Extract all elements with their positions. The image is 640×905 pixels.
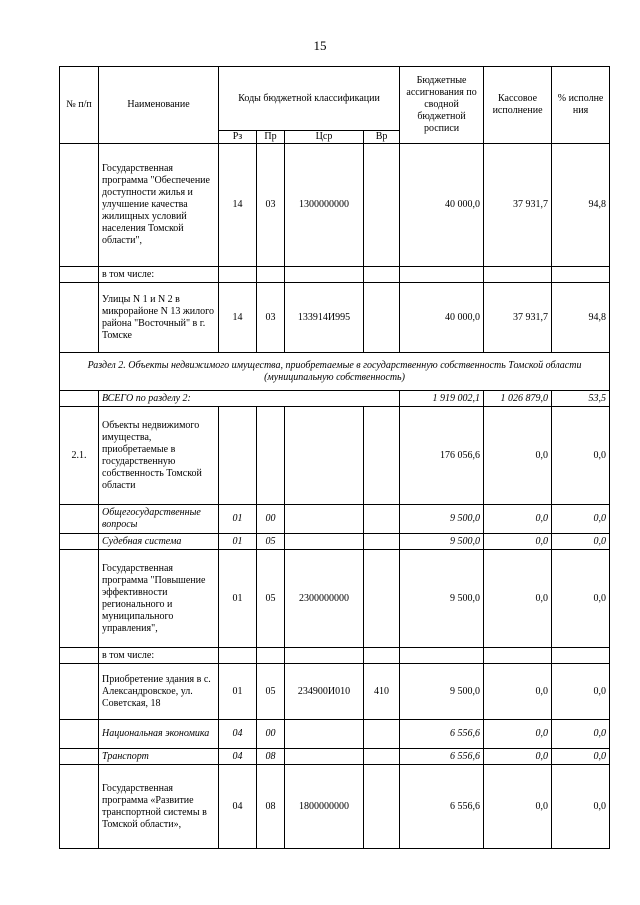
section-row: [60, 353, 610, 391]
table-row: [60, 664, 610, 720]
cell-percent: 94,8: [552, 283, 610, 353]
cell-name: Транспорт: [99, 749, 219, 765]
cell-num: [60, 720, 99, 749]
cell-vr: [364, 648, 400, 664]
cell-execution: 1 026 879,0: [484, 391, 552, 407]
table-row: [60, 144, 610, 267]
cell-execution: 0,0: [484, 505, 552, 534]
cell-percent: 0,0: [552, 720, 610, 749]
cell-num: [60, 267, 99, 283]
cell-rz: 14: [219, 144, 257, 267]
cell-percent: 0,0: [552, 407, 610, 505]
cell-name: Государственная программа "Повышение эффективности регионального и муниципального управления",: [99, 550, 219, 648]
cell-pr: 08: [257, 749, 285, 765]
cell-percent: [552, 648, 610, 664]
cell-pr: 05: [257, 664, 285, 720]
cell-execution: 0,0: [484, 664, 552, 720]
cell-num: [60, 749, 99, 765]
cell-vr: [364, 720, 400, 749]
cell-vr: [364, 505, 400, 534]
cell-allocation: 9 500,0: [400, 664, 484, 720]
cell-allocation: [400, 267, 484, 283]
header-pr: Пр: [257, 131, 285, 144]
cell-num: [60, 765, 99, 849]
cell-vr: [364, 749, 400, 765]
section-title: Раздел 2. Объекты недвижимого имущества, приобретаемые в государственную собственность Томской области (муниципальную собственность): [60, 353, 610, 391]
cell-name: Объекты недвижимого имущества, приобретаемые в государственную собственность Томской области: [99, 407, 219, 505]
cell-allocation: 40 000,0: [400, 283, 484, 353]
cell-rz: 14: [219, 283, 257, 353]
cell-execution: [484, 648, 552, 664]
header-name: Наименование: [99, 67, 219, 144]
cell-vr: [364, 550, 400, 648]
cell-name: Общегосударственные вопросы: [99, 505, 219, 534]
cell-allocation: 9 500,0: [400, 534, 484, 550]
cell-execution: 0,0: [484, 407, 552, 505]
cell-csr: 133914И995: [285, 283, 364, 353]
cell-num: [60, 648, 99, 664]
cell-csr: [285, 720, 364, 749]
cell-percent: 94,8: [552, 144, 610, 267]
cell-num: [60, 144, 99, 267]
cell-num: [60, 534, 99, 550]
header-row: [60, 67, 610, 131]
cell-pr: 00: [257, 505, 285, 534]
header-allocations: Бюджетные ассигнования по сводной бюджетной росписи: [400, 67, 484, 144]
cell-vr: [364, 267, 400, 283]
cell-execution: 0,0: [484, 749, 552, 765]
table-row: [60, 720, 610, 749]
header-execution: Кассовое исполнение: [484, 67, 552, 144]
table-row: [60, 283, 610, 353]
cell-name: Судебная система: [99, 534, 219, 550]
header-csr: Цср: [285, 131, 364, 144]
cell-vr: [364, 534, 400, 550]
cell-name: Государственная программа «Развитие транспортной системы в Томской области»,: [99, 765, 219, 849]
cell-allocation: [400, 648, 484, 664]
cell-allocation: 9 500,0: [400, 505, 484, 534]
table-row: [60, 505, 610, 534]
cell-name: Государственная программа "Обеспечение доступности жилья и улучшение качества жилищных условий населения Томской области",: [99, 144, 219, 267]
cell-execution: 37 931,7: [484, 283, 552, 353]
cell-csr: [285, 648, 364, 664]
header-num: № п/п: [60, 67, 99, 144]
cell-name: Национальная экономика: [99, 720, 219, 749]
cell-rz: [219, 648, 257, 664]
header-percent: % исполне ния: [552, 67, 610, 144]
cell-vr: [364, 283, 400, 353]
cell-pr: 05: [257, 534, 285, 550]
cell-csr: [285, 407, 364, 505]
cell-execution: [484, 267, 552, 283]
cell-vr: [364, 144, 400, 267]
total-row: [60, 391, 610, 407]
cell-rz: 01: [219, 505, 257, 534]
cell-percent: 0,0: [552, 505, 610, 534]
table-row: [60, 765, 610, 849]
cell-rz: 04: [219, 765, 257, 849]
cell-allocation: 9 500,0: [400, 550, 484, 648]
cell-num: 2.1.: [60, 407, 99, 505]
cell-allocation: 6 556,6: [400, 749, 484, 765]
cell-percent: 0,0: [552, 765, 610, 849]
cell-allocation: 6 556,6: [400, 765, 484, 849]
table-row: [60, 550, 610, 648]
cell-percent: 0,0: [552, 664, 610, 720]
cell-csr: [285, 267, 364, 283]
cell-percent: 0,0: [552, 749, 610, 765]
cell-csr: [285, 749, 364, 765]
cell-percent: 53,5: [552, 391, 610, 407]
cell-percent: 0,0: [552, 534, 610, 550]
cell-execution: 0,0: [484, 534, 552, 550]
cell-vr: [364, 407, 400, 505]
cell-rz: [219, 407, 257, 505]
cell-allocation: 176 056,6: [400, 407, 484, 505]
cell-pr: [257, 407, 285, 505]
cell-percent: 0,0: [552, 550, 610, 648]
cell-pr: [257, 267, 285, 283]
cell-num: [60, 283, 99, 353]
cell-csr: [285, 534, 364, 550]
cell-vr: 410: [364, 664, 400, 720]
cell-rz: 01: [219, 534, 257, 550]
total-label: ВСЕГО по разделу 2:: [99, 391, 400, 407]
cell-csr: [285, 505, 364, 534]
cell-allocation: 6 556,6: [400, 720, 484, 749]
cell-execution: 0,0: [484, 720, 552, 749]
cell-rz: 01: [219, 664, 257, 720]
page-number: 15: [313, 38, 327, 53]
cell-rz: [219, 267, 257, 283]
header-vr: Вр: [364, 131, 400, 144]
cell-execution: 0,0: [484, 550, 552, 648]
cell-name: в том числе:: [99, 267, 219, 283]
cell-pr: 00: [257, 720, 285, 749]
cell-allocation: 40 000,0: [400, 144, 484, 267]
cell-execution: 37 931,7: [484, 144, 552, 267]
cell-pr: 08: [257, 765, 285, 849]
budget-execution-table: [59, 66, 610, 849]
cell-pr: 03: [257, 144, 285, 267]
cell-name: Приобретение здания в с. Александровское, ул. Советская, 18: [99, 664, 219, 720]
cell-pr: [257, 648, 285, 664]
cell-num: [60, 664, 99, 720]
table-row: [60, 749, 610, 765]
table-row: [60, 648, 610, 664]
cell-num: [60, 391, 99, 407]
table-row: [60, 407, 610, 505]
cell-execution: 0,0: [484, 765, 552, 849]
cell-allocation: 1 919 002,1: [400, 391, 484, 407]
cell-pr: 03: [257, 283, 285, 353]
cell-vr: [364, 765, 400, 849]
cell-rz: 04: [219, 720, 257, 749]
table-row: [60, 267, 610, 283]
cell-num: [60, 505, 99, 534]
cell-num: [60, 550, 99, 648]
cell-rz: 04: [219, 749, 257, 765]
cell-name: Улицы N 1 и N 2 в микрорайоне N 13 жилого района "Восточный" в г. Томске: [99, 283, 219, 353]
cell-name: в том числе:: [99, 648, 219, 664]
header-rz: Рз: [219, 131, 257, 144]
cell-csr: 2300000000: [285, 550, 364, 648]
cell-csr: 1300000000: [285, 144, 364, 267]
cell-csr: 1800000000: [285, 765, 364, 849]
cell-percent: [552, 267, 610, 283]
cell-csr: 234900И010: [285, 664, 364, 720]
table-row: [60, 534, 610, 550]
cell-rz: 01: [219, 550, 257, 648]
cell-pr: 05: [257, 550, 285, 648]
header-codes: Коды бюджетной классификации: [219, 67, 400, 131]
